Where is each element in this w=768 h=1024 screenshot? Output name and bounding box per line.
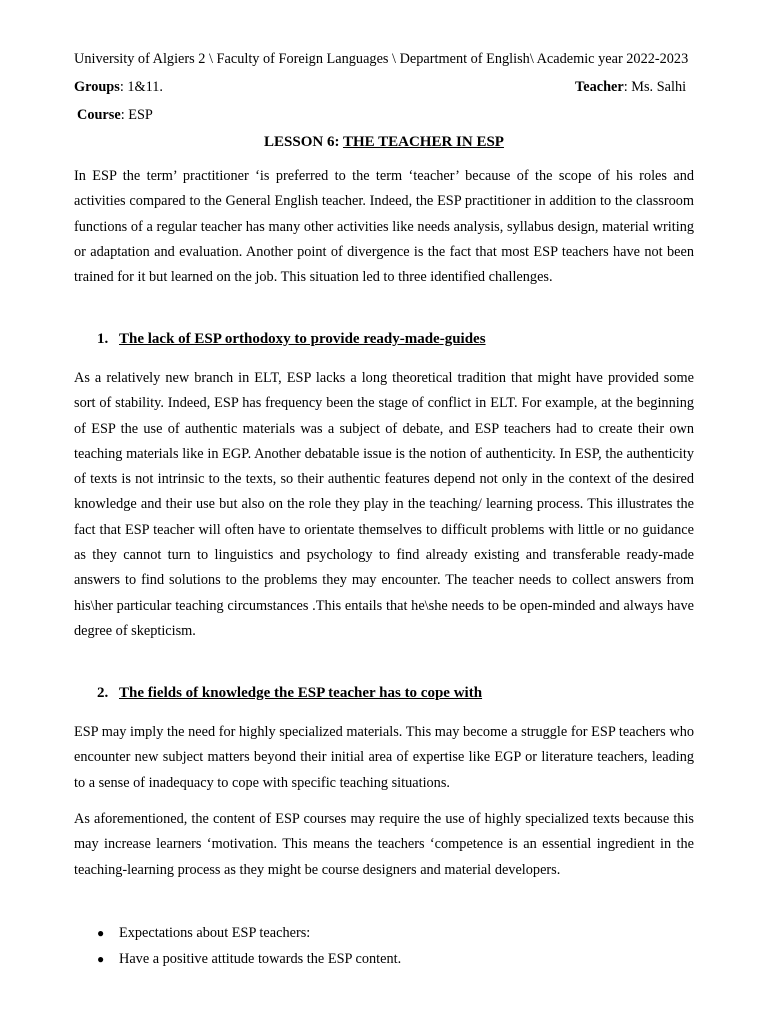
bullet-text: Have a positive attitude towards the ESP content. (119, 951, 402, 967)
section-1-title: The lack of ESP orthodoxy to provide ready-made-guides (119, 331, 486, 347)
groups-line (74, 79, 163, 96)
bullet-icon: ● (97, 926, 105, 940)
intro-paragraph: In ESP the term’ practitioner ‘is preferred to the term ‘teacher’ because of the scope of his roles and activities compared to the General English teacher. Indeed, the ESP practitioner in addition to the classroom functions of a regular teacher has many other activities like needs analysis, syllabus design, material writing or adaptation and evaluation. Another point of divergence is the fact that most ESP teachers have not been trained for it but learned on the job. This situation led to three identified challenges. (74, 168, 694, 286)
section-2-number: 2. (97, 685, 109, 701)
bullet-text: Expectations about ESP teachers: (119, 925, 311, 941)
lesson-title-prefix: LESSON 6: (264, 134, 343, 150)
section-2-heading (97, 685, 482, 702)
lesson-title-main: THE TEACHER IN ESP (342, 134, 504, 150)
course-value: : ESP (120, 107, 153, 123)
bullet-item (97, 925, 310, 942)
section-2-title: The fields of knowledge the ESP teacher has to cope with (119, 685, 483, 701)
section-2-paragraph-1: ESP may imply the need for highly specialized materials. This may become a struggle for ESP teachers who encounter new subject matters beyond their initial area of expertise like EGP or literature teachers, leading to a sense of inadequacy to cope with specific teaching situations. (74, 724, 694, 791)
groups-label: Groups (74, 79, 120, 95)
lesson-title (0, 134, 768, 151)
groups-value: : 1&11. (119, 79, 163, 95)
bullet-icon: ● (97, 952, 105, 966)
teacher-value: : Ms. Salhi (623, 79, 687, 95)
bullet-item (97, 951, 401, 968)
section-1-number: 1. (97, 331, 109, 347)
course-line (77, 107, 153, 124)
section-1-heading (97, 331, 486, 348)
teacher-line (575, 79, 686, 96)
teacher-label: Teacher (575, 79, 624, 95)
section-1-paragraph: As a relatively new branch in ELT, ESP lacks a long theoretical tradition that might have provided some sort of stability. Indeed, ESP has frequency been the stage of conflict in ELT. For example, at the beginning of ESP the use of authentic materials was a subject of debate, and ESP teachers had to create their own teaching materials like in EGP. Another debatable issue is the notion of authenticity. In ESP, the authenticity of texts is not intrinsic to the texts, so their authentic features depend not only in the context of the desired knowledge and their use but also on the role they play in the teaching/ learning process. This illustrates the fact that ESP teacher will often have to orientate themselves to difficult problems with little or no guidance as they cannot turn to linguistics and psychology to find already existing and transferable ready-made answers to find solutions to the problems they may encounter. The teacher needs to collect answers from his\her particular teaching circumstances .This entails that he\she needs to be open-minded and always have degree of skepticism. (74, 370, 694, 639)
course-label: Course (77, 107, 121, 123)
institution-line: University of Algiers 2 \ Faculty of Foreign Languages \ Department of English\ Academic year 2022-2023 (74, 51, 689, 67)
section-2-paragraph-2: As aforementioned, the content of ESP courses may require the use of highly specialized texts because this may increase learners ‘motivation. This means the teachers ‘competence is an essential ingredient in the teaching-learning process as they might be course designers and material developers. (74, 811, 694, 878)
